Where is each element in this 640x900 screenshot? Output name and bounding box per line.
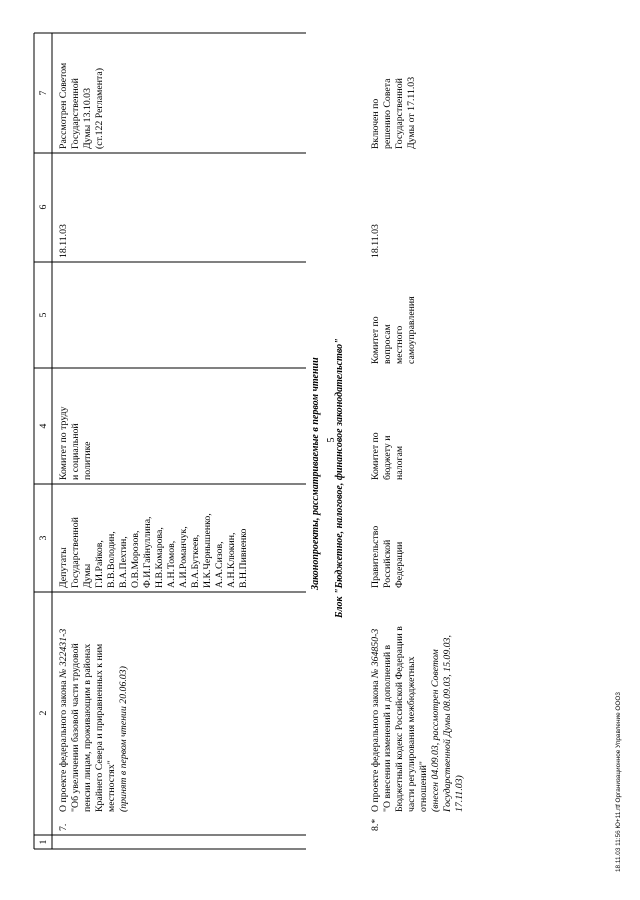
co-committee-line: Комитет по — [370, 316, 381, 364]
committee-line: налогам — [394, 445, 405, 480]
description-note: 17.11.03) — [454, 775, 465, 812]
row-note — [370, 77, 417, 149]
note-line: Включен по — [370, 98, 381, 149]
description-note: Государственной Думы 08.09.03, 15.09.03, — [442, 635, 453, 812]
section-title: Законопроекты, рассматриваемые в первом чтении — [310, 357, 321, 590]
author-line: В.А.Буткеев, — [190, 534, 201, 588]
author-line: А.И.Романчук, — [178, 526, 189, 588]
description-note: (внесен 04.09.03, рассмотрен Советом — [430, 649, 441, 812]
description-line: О проекте федерального закона № 364850-3 — [370, 628, 381, 812]
row-number: 8.* — [370, 818, 381, 831]
row-description — [370, 626, 465, 813]
note-line: Думы от 17.11.03 — [406, 76, 417, 149]
author-line: А.Н.Томов, — [166, 540, 177, 588]
committee-line: Комитет по труду — [58, 406, 69, 480]
note-line: Государственной — [70, 78, 81, 149]
author-line: Г.И.Райков, — [94, 540, 105, 588]
row-date: 18.11.03 — [58, 224, 69, 258]
row-date: 18.11.03 — [370, 224, 381, 258]
description-line: пенсии лицам, проживающим в районах — [82, 643, 93, 812]
description-line: Крайнего Севера и приравненных к ним — [94, 643, 105, 812]
co-committee-line: местного — [394, 325, 405, 364]
author-line: Правительство — [370, 525, 381, 588]
committee-line: политике — [82, 441, 93, 480]
table-row — [370, 77, 465, 831]
committee-line: Комитет по — [370, 432, 381, 480]
author-line: Российской — [382, 539, 393, 588]
row-number: 7. — [58, 823, 69, 831]
page-number: 5 — [326, 437, 337, 443]
col-header-2: 2 — [38, 710, 49, 716]
row-authors — [370, 526, 405, 588]
author-line: Ф.И.Гайнуллина, — [142, 516, 153, 588]
author-line: Государственной — [70, 517, 81, 588]
author-line: В.Н.Пивненко — [238, 528, 249, 588]
row-co-committee — [370, 296, 417, 364]
note-line: решению Совета — [382, 78, 393, 149]
author-line: И.К.Чернышенко, — [202, 513, 213, 588]
author-line: О.В.Морозов, — [130, 530, 141, 588]
note-line: Думы 13.10.03 — [82, 88, 93, 149]
col-header-4: 4 — [38, 423, 49, 429]
col-header-6: 6 — [38, 204, 49, 210]
row-note — [58, 63, 105, 149]
row-committee — [370, 432, 405, 480]
author-line: Федерации — [394, 541, 405, 588]
col-header-3: 3 — [38, 535, 49, 541]
description-line: "О внесении изменений и дополнений в — [382, 644, 393, 812]
row-authors — [58, 513, 249, 588]
col-header-5: 5 — [38, 312, 49, 318]
row-committee — [58, 406, 93, 480]
row-description — [58, 629, 129, 812]
table-row — [58, 63, 249, 831]
note-line: (ст.122 Регламента) — [94, 68, 105, 149]
committee-line: бюджету и — [382, 435, 393, 480]
description-line: Бюджетный кодекс Российской Федерации в — [394, 626, 405, 812]
note-line: Государственной — [394, 78, 405, 149]
author-line: А.А.Сизов, — [214, 541, 225, 588]
co-committee-line: вопросам — [382, 324, 393, 364]
table-header — [38, 90, 49, 844]
co-committee-line: самоуправления — [406, 296, 417, 364]
description-note: (принят в первом чтении 20.06.03) — [118, 666, 129, 812]
committee-line: и социальной — [70, 423, 81, 480]
description-line: части регулирования межбюджетных — [406, 656, 417, 812]
author-line: В.А.Пехтин, — [118, 536, 129, 588]
col-header-7: 7 — [38, 90, 49, 96]
col-header-1: 1 — [38, 839, 49, 845]
description-line: отношений" — [418, 761, 429, 812]
author-line: Депутаты — [58, 547, 69, 588]
page-footer: 18.11.03 11:56 Ю+11.rtf Организационное Управление ООО3 — [615, 692, 622, 872]
note-line: Рассмотрен Советом — [58, 62, 69, 149]
author-line: Думы — [82, 563, 93, 588]
author-line: Н.В.Комарова, — [154, 527, 165, 588]
description-line: О проекте федерального закона № 322431-3 — [58, 628, 69, 812]
block-title: Блок "Бюджетное, налоговое, финансовое законодательство" — [334, 338, 345, 618]
author-line: А.Н.Клюкин, — [226, 532, 237, 588]
author-line: В.В.Володин, — [106, 531, 117, 588]
description-line: "Об увеличении базовой части трудовой — [70, 643, 81, 812]
description-line: местностях" — [106, 760, 117, 812]
